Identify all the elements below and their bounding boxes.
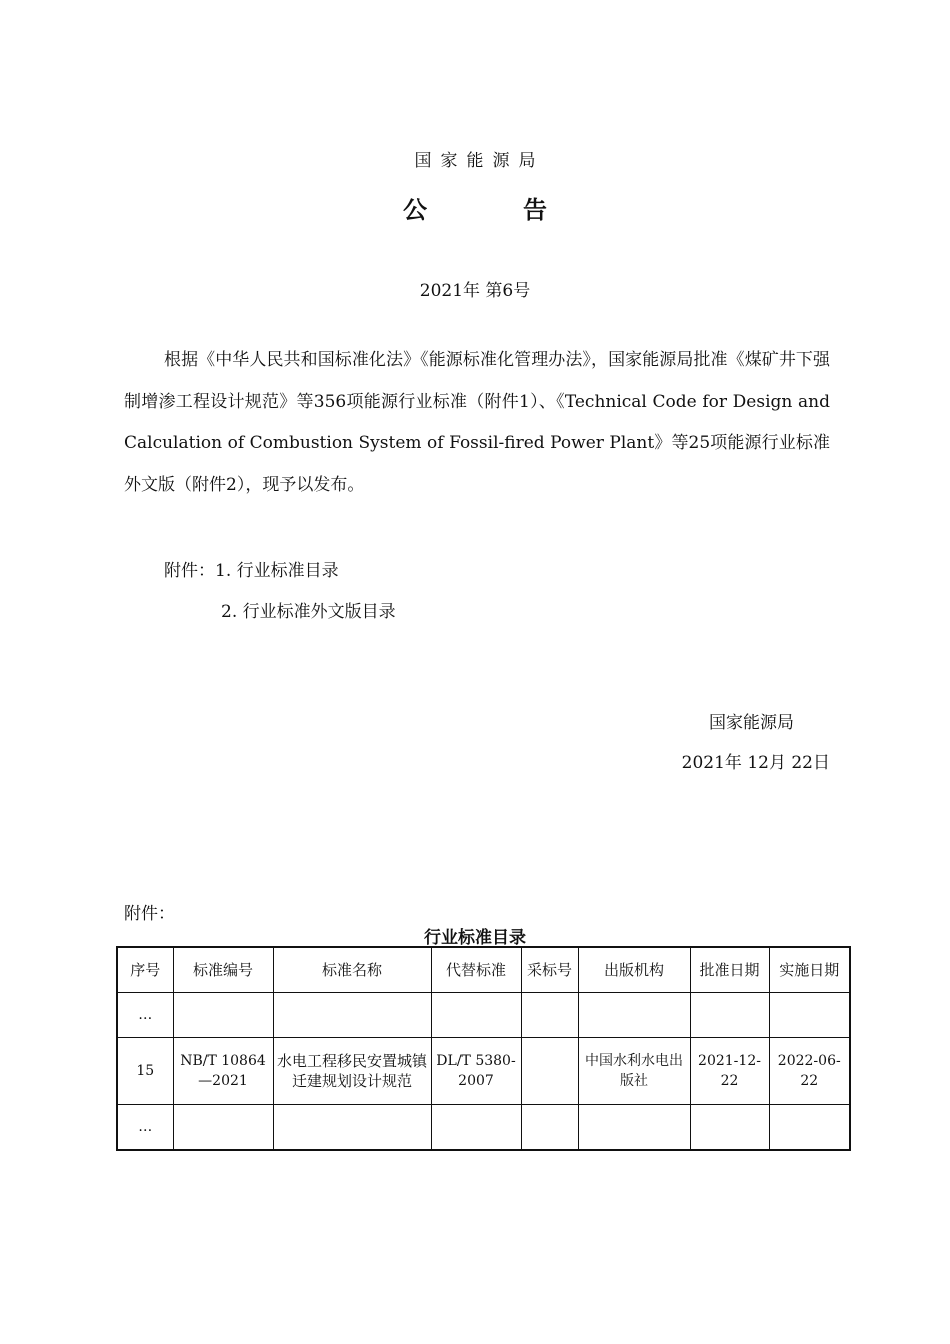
col-header-effective-date: 实施日期 [769, 947, 850, 993]
document-number: 2021年 第6号 [419, 281, 531, 301]
signature-date: 2021年 12月 22日 [681, 753, 830, 773]
cell-approval-date [690, 993, 769, 1038]
col-header-name: 标准名称 [273, 947, 431, 993]
table-title: 行业标准目录 [424, 928, 526, 948]
cell-index: … [117, 1105, 173, 1151]
col-header-approval-date: 批准日期 [690, 947, 769, 993]
col-header-code: 标准编号 [173, 947, 273, 993]
issuing-agency: 国家能源局 [414, 151, 545, 171]
cell-index: 15 [117, 1038, 173, 1105]
col-header-publisher: 出版机构 [578, 947, 690, 993]
notice-title [0, 190, 950, 225]
cell-adopted [521, 1105, 578, 1151]
cell-name [273, 1105, 431, 1151]
cell-approval-date [690, 1105, 769, 1151]
table-header-row [117, 947, 850, 993]
annex-label: 附件： [124, 904, 175, 924]
attachment-item-2: 2. 行业标准外文版目录 [221, 602, 396, 622]
cell-replaces [431, 993, 521, 1038]
cell-publisher: 中国水利水电出版社 [578, 1038, 690, 1105]
cell-adopted [521, 993, 578, 1038]
announcement-paragraph: 根据《中华人民共和国标准化法》《能源标准化管理办法》，国家能源局批准《煤矿井下强制增渗工程设计规范》等356项能源行业标准（附件1）、《Technical Code for Design and Calculation of Combustion System of Fossil-fired Power Plant》等25项能源行业标准外文版（附件2），现予以发布。 [124, 350, 830, 495]
table-row [117, 1105, 850, 1151]
cell-index: … [117, 993, 173, 1038]
cell-code [173, 993, 273, 1038]
col-header-index: 序号 [117, 947, 173, 993]
attachment-item-1: 附件：1. 行业标准目录 [164, 561, 339, 581]
cell-effective-date [769, 1105, 850, 1151]
cell-name: 水电工程移民安置城镇迁建规划设计规范 [273, 1038, 431, 1105]
cell-publisher [578, 1105, 690, 1151]
standards-table [116, 946, 851, 1151]
signature-org: 国家能源局 [709, 713, 794, 733]
table-row [117, 993, 850, 1038]
cell-replaces: DL/T 5380-2007 [431, 1038, 521, 1105]
notice-title-text: 公 告 [403, 195, 583, 224]
col-header-replaces: 代替标准 [431, 947, 521, 993]
cell-publisher [578, 993, 690, 1038]
table-row [117, 1038, 850, 1105]
cell-code: NB/T 10864—2021 [173, 1038, 273, 1105]
cell-replaces [431, 1105, 521, 1151]
cell-code [173, 1105, 273, 1151]
col-header-adopted: 采标号 [521, 947, 578, 993]
cell-name [273, 993, 431, 1038]
cell-adopted [521, 1038, 578, 1105]
cell-effective-date [769, 993, 850, 1038]
cell-approval-date: 2021-12-22 [690, 1038, 769, 1105]
cell-effective-date: 2022-06-22 [769, 1038, 850, 1105]
